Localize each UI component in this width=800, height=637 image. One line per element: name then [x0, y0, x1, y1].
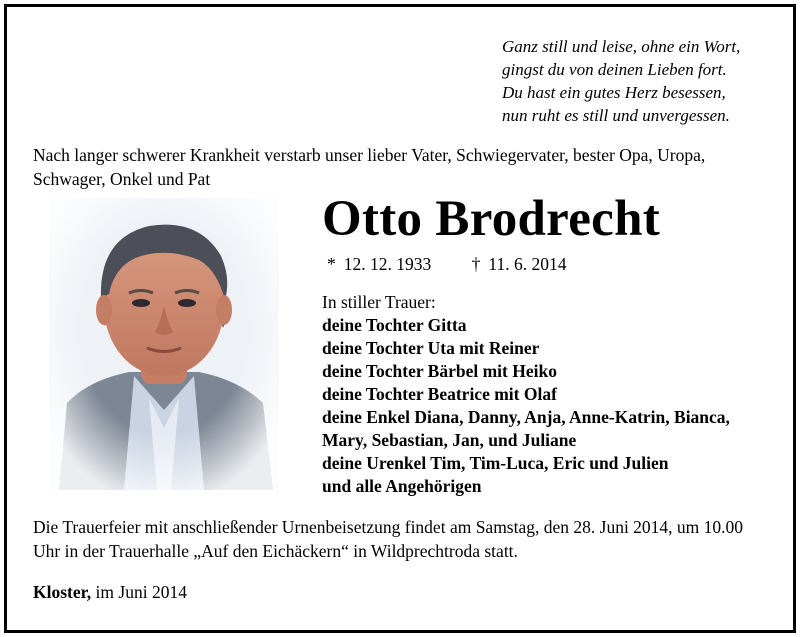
portrait-photo — [49, 198, 279, 490]
place-date-line — [33, 580, 187, 604]
death-date: 11. 6. 2014 — [488, 254, 567, 274]
mourner-line: deine Tochter Gitta — [322, 315, 467, 335]
poem-line: gingst du von deinen Lieben fort. — [502, 60, 727, 79]
poem — [502, 35, 782, 127]
death-date-group — [472, 254, 567, 274]
mourner-line: deine Tochter Beatrice mit Olaf — [322, 384, 557, 404]
mourner-line: und alle Angehörigen — [322, 476, 482, 496]
poem-line: nun ruht es still und unvergessen. — [502, 106, 730, 125]
mourner-line: Mary, Sebastian, Jan, und Juliane — [322, 430, 577, 450]
intro-text: Nach langer schwerer Krankheit verstarb unser lieber Vater, Schwiegervater, bester Opa, Uropa, Schwager, Onkel und Pat — [33, 145, 706, 189]
place-name: Kloster, — [33, 582, 92, 602]
mourner-line: deine Enkel Diana, Danny, Anja, Anne-Katrin, Bianca, — [322, 407, 730, 427]
birth-symbol: * — [327, 254, 336, 274]
life-dates — [327, 252, 566, 276]
deceased-name: Otto Brodrecht — [322, 191, 661, 247]
mourner-line: deine Urenkel Tim, Tim-Luca, Eric und Julien — [322, 453, 669, 473]
mourner-line: deine Tochter Bärbel mit Heiko — [322, 361, 557, 381]
mourner-line: deine Tochter Uta mit Reiner — [322, 338, 540, 358]
mourners-label: In stiller Trauer: — [322, 292, 436, 312]
closing-date: im Juni 2014 — [95, 582, 187, 602]
death-symbol: † — [471, 254, 481, 274]
poem-line: Du hast ein gutes Herz besessen, — [502, 83, 726, 102]
poem-line: Ganz still und leise, ohne ein Wort, — [502, 37, 741, 56]
ceremony-text: Die Trauerfeier mit anschließender Urnenbeisetzung findet am Samstag, den 28. Juni 2014, um 10.00 Uhr in der Trauerhalle „Auf den Eichäckern“ in Wildprechtroda statt. — [33, 517, 744, 561]
birth-date: 12. 12. 1933 — [343, 254, 432, 274]
mourners-list — [322, 314, 782, 498]
